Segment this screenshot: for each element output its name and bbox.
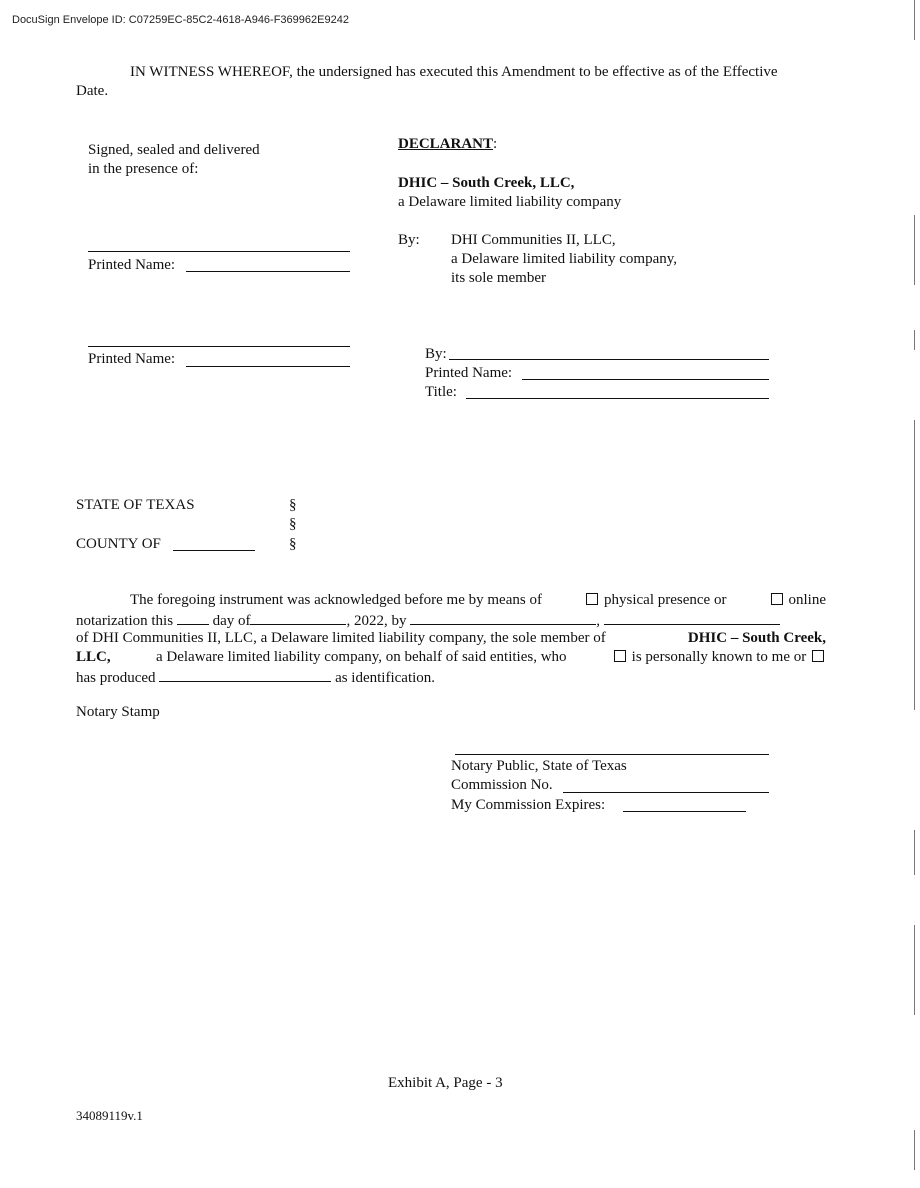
signed-sealed-line: Signed, sealed and delivered <box>88 142 260 158</box>
sig-title-line[interactable] <box>466 398 769 399</box>
member-role: its sole member <box>451 270 546 286</box>
signer-name-blank[interactable] <box>410 610 596 625</box>
state-of-texas: STATE OF TEXAS <box>76 497 195 513</box>
declarant-by-label: By: <box>398 232 420 248</box>
declarant-heading-colon: : <box>493 136 498 152</box>
produced-id-checkbox[interactable] <box>812 650 824 662</box>
as-identification-label: as identification. <box>335 670 436 686</box>
personally-known-checkbox[interactable] <box>614 650 626 662</box>
witness-1-signature-line[interactable] <box>88 251 350 252</box>
witness-1-printed-name-label: Printed Name: <box>88 257 176 273</box>
personally-known-label: is personally known to me or <box>631 649 807 665</box>
witness-2-printed-name-line[interactable] <box>186 366 350 367</box>
scan-edge-mark <box>914 1130 915 1170</box>
signer-title-blank[interactable] <box>604 610 780 625</box>
county-of-label: COUNTY OF <box>76 536 161 552</box>
section-symbol-2: § <box>289 516 297 532</box>
ack-line-2 <box>76 610 780 631</box>
ack-line-4 <box>76 648 826 667</box>
county-blank-line[interactable] <box>173 550 255 551</box>
notary-signature-line[interactable] <box>455 754 769 755</box>
ack-line-4-llc: LLC, <box>76 649 111 665</box>
ack-line-3-text: of DHI Communities II, LLC, a Delaware limited liability company, the sole member of <box>76 630 606 646</box>
identification-blank[interactable] <box>159 667 331 682</box>
notarization-this-label: notarization this <box>76 613 174 629</box>
sig-title-label: Title: <box>425 384 457 400</box>
declarant-heading <box>398 135 497 154</box>
scan-edge-mark <box>914 330 915 350</box>
has-produced-label: has produced <box>76 670 156 686</box>
presence-line: in the presence of: <box>88 161 199 177</box>
sig-printed-name-line[interactable] <box>522 379 769 380</box>
commission-expires-label: My Commission Expires: <box>451 797 606 813</box>
witness-line-1: IN WITNESS WHEREOF, the undersigned has executed this Amendment to be effective as of the Effective <box>130 64 778 80</box>
scan-edge-mark <box>914 830 915 875</box>
ack-line-3 <box>76 629 826 648</box>
physical-presence-checkbox[interactable] <box>586 593 598 605</box>
signer-comma: , <box>596 613 600 629</box>
section-symbol-1: § <box>289 497 297 513</box>
ack-line-3-entity: DHIC – South Creek, <box>687 630 826 646</box>
notary-stamp-label: Notary Stamp <box>76 704 160 720</box>
commission-no-label: Commission No. <box>451 777 553 793</box>
sig-by-label: By: <box>425 346 447 362</box>
year-by-label: , 2022, by <box>346 613 407 629</box>
online-label: online <box>788 592 826 608</box>
section-symbol-3: § <box>289 536 297 552</box>
member-desc: a Delaware limited liability company, <box>451 251 678 267</box>
declarant-entity-desc: a Delaware limited liability company <box>398 194 622 210</box>
envelope-id: DocuSign Envelope ID: C07259EC-85C2-4618-A946-F369962E9242 <box>12 14 349 26</box>
declarant-entity-name: DHIC – South Creek, LLC, <box>398 175 575 191</box>
month-blank[interactable] <box>250 610 346 625</box>
notary-public-label: Notary Public, State of Texas <box>451 758 627 774</box>
page-label: Exhibit A, Page - 3 <box>388 1075 503 1091</box>
witness-1-printed-name-line[interactable] <box>186 271 350 272</box>
witness-2-printed-name-label: Printed Name: <box>88 351 176 367</box>
commission-no-line[interactable] <box>563 792 769 793</box>
day-of-label: day of <box>212 613 251 629</box>
witness-line-2: Date. <box>76 83 109 99</box>
physical-presence-label: physical presence or <box>604 592 727 608</box>
sig-by-line[interactable] <box>449 359 769 360</box>
ack-line-4-text: a Delaware limited liability company, on behalf of said entities, who <box>155 649 567 665</box>
ack-line-5 <box>76 667 435 688</box>
sig-printed-name-label: Printed Name: <box>425 365 513 381</box>
scan-edge-mark <box>914 215 915 285</box>
doc-id: 34089119v.1 <box>76 1108 143 1123</box>
scan-edge-mark <box>914 420 915 710</box>
ack-line-1 <box>130 591 826 610</box>
declarant-heading-text: DECLARANT <box>398 136 494 152</box>
commission-expires-line[interactable] <box>623 811 746 812</box>
scan-edge-mark <box>914 925 915 1015</box>
online-checkbox[interactable] <box>771 593 783 605</box>
member-name: DHI Communities II, LLC, <box>451 232 616 248</box>
day-blank[interactable] <box>177 610 209 625</box>
witness-2-signature-line[interactable] <box>88 346 350 347</box>
scan-edge-mark <box>914 0 915 40</box>
ack-line-1-text: The foregoing instrument was acknowledged before me by means of <box>130 592 542 608</box>
